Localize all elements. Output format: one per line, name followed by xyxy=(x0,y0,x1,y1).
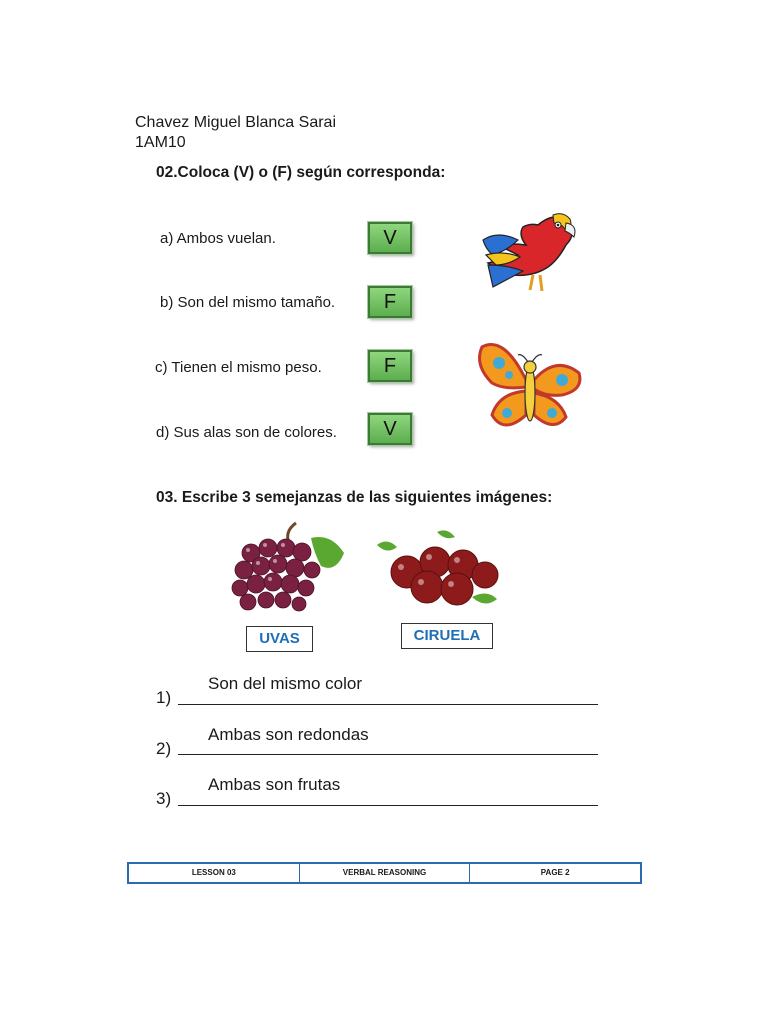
butterfly-illustration xyxy=(474,335,586,440)
student-header xyxy=(135,113,336,153)
answer-2-text[interactable]: Ambas son redondas xyxy=(208,725,369,744)
answer-3-text[interactable]: Ambas son frutas xyxy=(208,775,341,794)
footer-lesson: LESSON 03 xyxy=(129,864,300,882)
statement-a: a) Ambos vuelan. xyxy=(160,230,276,247)
answer-3-number: 3) xyxy=(156,789,172,808)
answer-1-text[interactable]: Son del mismo color xyxy=(208,674,363,693)
page-footer xyxy=(127,862,642,884)
footer-page: PAGE 2 xyxy=(540,868,570,877)
answer-2-number: 2) xyxy=(156,739,172,758)
answer-1-number: 1) xyxy=(156,688,172,707)
answer-2-line xyxy=(178,754,598,755)
answer-box-a[interactable]: V xyxy=(368,222,412,254)
answer-1-line xyxy=(178,704,598,705)
answer-box-d[interactable]: V xyxy=(368,413,412,445)
answer-box-c[interactable]: F xyxy=(368,350,412,382)
statement-c: c) Tienen el mismo peso. xyxy=(155,359,322,376)
student-name: Chavez Miguel Blanca Sarai xyxy=(135,114,336,131)
footer-subject: VERBAL REASONING xyxy=(300,864,471,882)
question-02-title: 02.Coloca (V) o (F) según corresponda: xyxy=(156,164,446,181)
student-group: 1AM10 xyxy=(135,134,186,151)
label-uvas: UVAS xyxy=(246,626,313,652)
answer-box-b[interactable]: F xyxy=(368,286,412,318)
label-ciruela: CIRUELA xyxy=(401,623,493,649)
answer-3-line xyxy=(178,805,598,806)
question-03-title: 03. Escribe 3 semejanzas de las siguientes imágenes: xyxy=(156,489,553,506)
parrot-illustration xyxy=(478,205,583,300)
statement-b: b) Son del mismo tamaño. xyxy=(160,294,336,311)
statement-d: d) Sus alas son de colores. xyxy=(156,424,337,441)
plums-illustration xyxy=(377,527,505,617)
grapes-illustration xyxy=(226,518,350,618)
